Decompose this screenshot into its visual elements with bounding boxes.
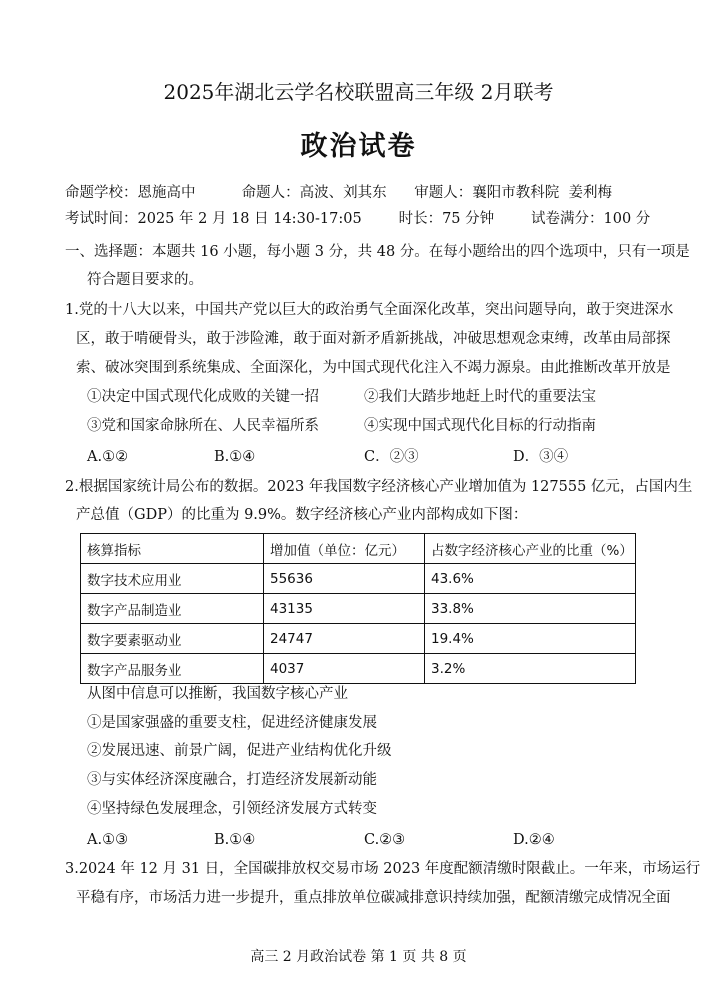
table-row [81,624,636,654]
table-row-cell: 数字产品制造业 [81,594,264,624]
table-row [81,594,636,624]
q1-statement-2: ②我们大踏步地赶上时代的重要法宝 [364,389,596,405]
page-footer: 高三 2 月政治试卷 第 1 页 共 8 页 [250,949,467,965]
table-row-cell: 33.8% [425,594,636,624]
q2-statement-3: ③与实体经济深度融合，打造经济发展新动能 [87,772,377,788]
table-header-row-cell: 占数字经济核心产业的比重（%） [425,534,636,564]
q2-statement-1: ①是国家强盛的重要支柱，促进经济健康发展 [87,715,377,731]
subject-title: 政治试卷 [300,131,417,162]
q3-stem-line-1: 3.2024 年 12 月 31 日，全国碳排放权交易市场 2023 年度配额清缴时限截止。一年来，市场运行 [65,861,701,877]
q2-option-c: C.②③ [364,832,406,848]
section-heading-cont: 符合题目要求的。 [87,272,203,288]
section-heading: 一、选择题：本题共 16 小题，每小题 3 分，共 48 分。在每小题给出的四个选项中，只有一项是 [65,244,690,260]
q2-statement-4: ④坚持绿色发展理念，引领经济发展方式转变 [87,801,377,817]
table-row-cell: 3.2% [425,654,636,684]
q1-stem-line-3: 索、破冰突围到系统集成、全面深化，为中国式现代化注入不竭力源泉。由此推断改革开放是 [76,360,671,376]
table-header-row-cell: 核算指标 [81,534,264,564]
exam-title: 2025年湖北云学名校联盟高三年级 2月联考 [163,80,554,104]
q2-option-d: D.②④ [513,832,555,848]
table-row [81,564,636,594]
q2-statement-2: ②发展迅速、前景广阔，促进产业结构优化升级 [87,743,392,759]
digital-economy-table [80,533,636,684]
q1-option-a: A.①② [87,449,129,465]
table-row-cell: 55636 [264,564,425,594]
table-row-cell: 数字产品服务业 [81,654,264,684]
q1-statement-3: ③党和国家命脉所在、人民幸福所系 [87,418,319,434]
exam-info-line-2: 考试时间：2025 年 2 月 18 日 14:30-17:05 时长：75 分钟 试卷满分：100 分 [65,211,651,227]
q1-option-c: C．②③ [364,449,419,465]
table-row-cell: 数字技术应用业 [81,564,264,594]
table-row-cell: 43135 [264,594,425,624]
table-row [81,654,636,684]
q2-option-a: A.①③ [87,832,129,848]
q1-statement-4: ④实现中国式现代化目标的行动指南 [364,418,596,434]
q1-statement-1: ①决定中国式现代化成败的关键一招 [87,389,319,405]
table-header-row-cell: 增加值（单位：亿元） [264,534,425,564]
q1-option-b: B.①④ [214,449,256,465]
q2-option-b: B.①④ [214,832,256,848]
table-row-cell: 4037 [264,654,425,684]
q2-stem-line-2: 产总值（GDP）的比重为 9.9%。数字经济核心产业内部构成如下图： [76,507,528,523]
table-row-cell: 43.6% [425,564,636,594]
table-row-cell: 数字要素驱动业 [81,624,264,654]
q1-stem-line-1: 1.党的十八大以来，中国共产党以巨大的政治勇气全面深化改革，突出问题导向，敢于突进深水 [65,302,674,318]
table-header-row [81,534,636,564]
q1-stem-line-2: 区，敢于啃硬骨头，敢于涉险滩，敢于面对新矛盾新挑战，冲破思想观念束缚，改革由局部探 [76,331,671,347]
exam-info-line-1: 命题学校：恩施高中 命题人：高波、刘其东 审题人：襄阳市教科院 姜利梅 [65,185,612,201]
q1-option-d: D．③④ [513,449,569,465]
table-row-cell: 19.4% [425,624,636,654]
q2-stem-line-1: 2.根据国家统计局公布的数据。2023 年我国数字经济核心产业增加值为 127555 亿元，占国内生 [65,479,693,495]
q2-question-stem: 从图中信息可以推断，我国数字核心产业 [87,686,348,702]
table-row-cell: 24747 [264,624,425,654]
q3-stem-line-2: 平稳有序，市场活力进一步提升，重点排放单位碳减排意识持续加强，配额清缴完成情况全面 [76,890,671,906]
